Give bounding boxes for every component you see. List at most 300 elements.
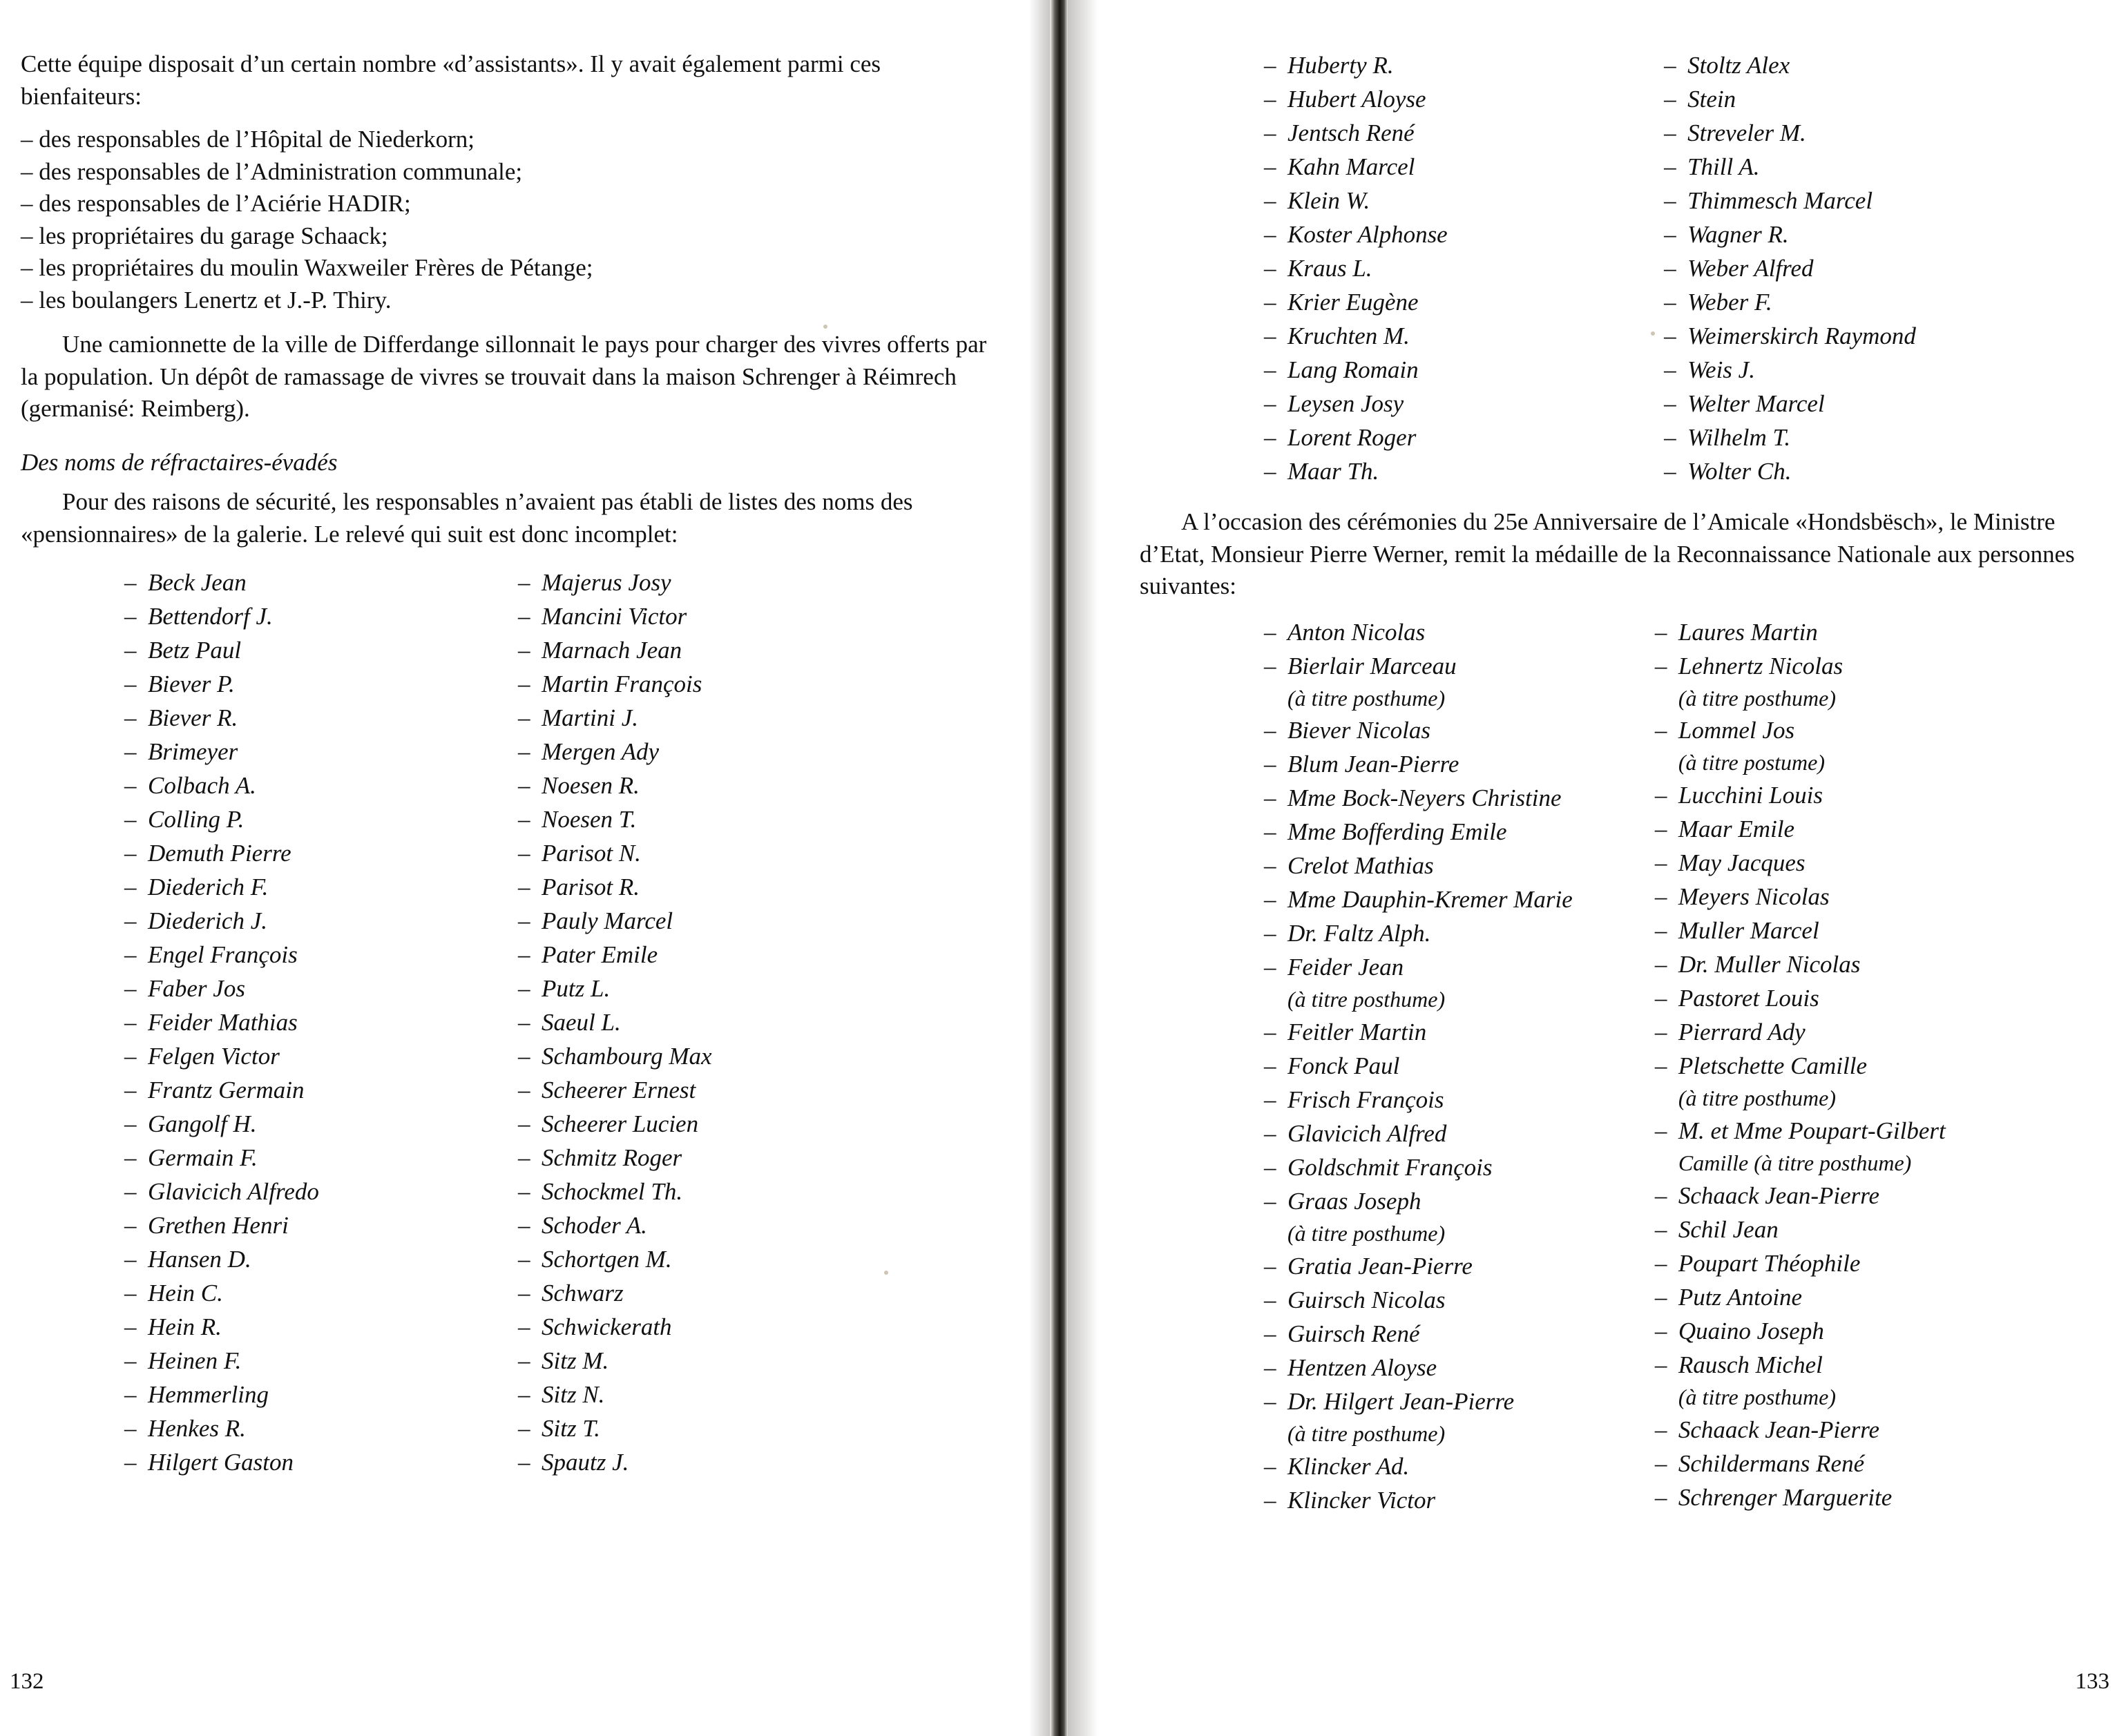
names-column-1	[21, 566, 504, 1479]
posthumous-note: (à titre posthume)	[1678, 1384, 1836, 1409]
dash-marker: –	[518, 1381, 530, 1409]
person-name: M. et Mme Poupart-Gilbert	[1678, 1117, 1946, 1145]
person-name: Schockmel Th.	[542, 1178, 683, 1206]
list-item	[1655, 1314, 2098, 1348]
medal-recipients	[1140, 615, 2098, 1517]
list-item	[518, 1242, 946, 1276]
person-name: Noesen R.	[542, 772, 640, 800]
dash-marker: –	[518, 1212, 530, 1240]
dash-marker: –	[124, 1313, 137, 1341]
dash-marker: –	[1264, 784, 1276, 812]
dash-marker: –	[1264, 818, 1276, 846]
person-name: Diederich J.	[148, 907, 267, 935]
list-item	[518, 735, 946, 769]
person-name: Pater Emile	[542, 941, 658, 969]
list-item	[124, 870, 504, 904]
person-name: Crelot Mathias	[1287, 852, 1434, 880]
dash-marker: –	[1654, 1182, 1667, 1209]
person-name: Colbach A.	[148, 772, 256, 800]
person-name: Hansen D.	[148, 1246, 251, 1273]
dash-marker: –	[1264, 458, 1276, 485]
dash-marker: –	[124, 1043, 137, 1070]
list-item	[124, 566, 504, 599]
list-item	[518, 904, 946, 938]
dash-marker: –	[124, 772, 137, 800]
person-name: Biever P.	[148, 671, 235, 698]
list-item	[1264, 950, 1613, 1015]
dash-marker: –	[518, 806, 530, 833]
list-item	[124, 1242, 504, 1276]
list-item	[1264, 285, 1622, 319]
list-item	[1264, 747, 1613, 781]
person-name: Streveler M.	[1687, 119, 1806, 146]
dash-marker: –	[124, 637, 137, 664]
person-name: Muller Marcel	[1678, 917, 1819, 945]
dash-marker: –	[1264, 1253, 1276, 1280]
list-item	[124, 1175, 504, 1208]
dash-marker: –	[1264, 920, 1276, 947]
list-item	[518, 599, 946, 633]
list-item	[1664, 421, 2098, 454]
list-item	[1664, 251, 2098, 285]
dash-marker: –	[1654, 1283, 1667, 1311]
dash-marker: –	[518, 1178, 530, 1206]
person-name: Putz L.	[542, 975, 611, 1003]
person-name: Guirsch Nicolas	[1287, 1286, 1446, 1314]
list-item	[518, 870, 946, 904]
person-name: Maar Th.	[1287, 458, 1379, 485]
person-name: Blum Jean-Pierre	[1287, 751, 1459, 778]
dash-marker: –	[1654, 985, 1667, 1012]
list-item: – des responsables de l’Hôpital de Niederkorn;	[21, 126, 475, 153]
person-name: Schmitz Roger	[542, 1144, 682, 1172]
person-name: Anton Nicolas	[1287, 618, 1426, 646]
person-name: Schoder A.	[542, 1212, 647, 1240]
list-item	[1664, 319, 2098, 353]
gutter-shade-left	[1029, 0, 1051, 1736]
list-item	[1264, 251, 1622, 285]
person-name: Huberty R.	[1287, 52, 1394, 79]
dash-marker: –	[1264, 618, 1276, 646]
list-item	[124, 1378, 504, 1411]
dash-marker: –	[518, 738, 530, 766]
list-item	[124, 836, 504, 870]
person-name: Feider Jean	[1287, 954, 1404, 981]
medal-column-1	[1140, 615, 1613, 1517]
dash-marker: –	[124, 941, 137, 969]
dash-marker: –	[1264, 852, 1276, 880]
person-name: Mme Bofferding Emile	[1287, 818, 1507, 846]
dash-marker: –	[1654, 951, 1667, 978]
list-item	[518, 1344, 946, 1378]
dash-marker: –	[1264, 390, 1276, 417]
person-name: Sitz T.	[542, 1415, 600, 1443]
truck-paragraph: Une camionnette de la ville de Differdange sillonnait le pays pour charger des vivres offerts par la population. Un dépôt de ramassage de vivres se trouvait dans la maison Schrenger à Réimrech (germanisé: Reimberg).	[21, 331, 987, 423]
list-item	[124, 972, 504, 1005]
list-item	[1655, 1280, 2098, 1314]
page-number-right: 133	[2075, 1669, 2109, 1694]
list-item	[518, 802, 946, 836]
dash-marker: –	[1664, 356, 1676, 383]
person-name: Hilgert Gaston	[148, 1449, 294, 1476]
list-item	[1264, 116, 1622, 150]
person-name: Glavicich Alfredo	[148, 1178, 319, 1206]
dash-marker: –	[1264, 52, 1276, 79]
list-item	[1264, 916, 1613, 950]
person-name: Graas Joseph	[1287, 1188, 1421, 1215]
dash-marker: –	[1264, 1388, 1276, 1416]
person-name: Jentsch René	[1287, 119, 1415, 146]
person-name: Glavicich Alfred	[1287, 1120, 1447, 1148]
person-name: Lommel Jos	[1678, 717, 1795, 744]
person-name: Maar Emile	[1678, 816, 1795, 843]
dash-marker: –	[124, 1077, 137, 1104]
list-item	[1655, 1049, 2098, 1114]
list-item	[124, 1141, 504, 1175]
dash-marker: –	[1264, 717, 1276, 744]
list-item	[518, 836, 946, 870]
list-item	[1264, 82, 1622, 116]
person-name: Biever R.	[148, 704, 238, 732]
list-item	[1264, 1150, 1613, 1184]
list-item	[124, 1445, 504, 1479]
dash-marker: –	[1264, 1120, 1276, 1148]
person-name: Rausch Michel	[1678, 1351, 1823, 1378]
person-name: Engel François	[148, 941, 298, 969]
list-item	[1655, 1213, 2098, 1246]
list-item	[1264, 1385, 1613, 1449]
list-item	[1264, 1184, 1613, 1249]
person-name: Hubert Aloyse	[1287, 86, 1426, 113]
dash-marker: –	[124, 671, 137, 698]
person-name: Beck Jean	[148, 569, 247, 597]
gutter-shade-right	[1068, 0, 1098, 1736]
person-name: Bierlair Marceau	[1287, 652, 1457, 679]
benefactors-list	[21, 124, 988, 316]
list-item	[1655, 1348, 2098, 1413]
list-item	[1655, 1246, 2098, 1280]
list-item	[1655, 812, 2098, 846]
list-item	[124, 1073, 504, 1107]
dash-marker: –	[124, 1381, 137, 1409]
list-item	[124, 599, 504, 633]
list-item	[1664, 353, 2098, 387]
dash-marker: –	[124, 603, 137, 630]
dash-marker: –	[1654, 816, 1667, 843]
dash-marker: –	[1264, 289, 1276, 316]
list-item	[518, 1005, 946, 1039]
dash-marker: –	[1654, 883, 1667, 911]
list-item	[1264, 849, 1613, 883]
person-name: Lehnertz Nicolas	[1678, 652, 1844, 679]
list-item	[1264, 1049, 1613, 1083]
list-item	[1264, 1283, 1613, 1317]
security-paragraph: Pour des raisons de sécurité, les responsables n’avaient pas établi de listes des noms des «pensionnaires» de la galerie. Le relevé qui suit est donc incomplet:	[21, 488, 913, 548]
list-item	[518, 1276, 946, 1310]
person-name: Schil Jean	[1678, 1215, 1779, 1243]
person-name: Gangolf H.	[148, 1110, 257, 1138]
list-item	[124, 1411, 504, 1445]
dash-marker: –	[1264, 1320, 1276, 1348]
posthumous-note: (à titre posthume)	[1287, 1221, 1446, 1246]
person-name: Brimeyer	[148, 738, 238, 766]
dash-marker: –	[518, 1077, 530, 1104]
list-item	[1655, 615, 2098, 649]
person-name: Dr. Hilgert Jean-Pierre	[1287, 1388, 1515, 1416]
list-item	[518, 1310, 946, 1344]
refractaires-names-continued	[1140, 48, 2098, 488]
list-item	[1264, 1015, 1613, 1049]
list-item	[1264, 454, 1622, 488]
person-name: Frisch François	[1287, 1086, 1444, 1114]
posthumous-note: (à titre posthume)	[1287, 987, 1446, 1012]
person-name: Weber Alfred	[1687, 255, 1814, 282]
dash-marker: –	[124, 1144, 137, 1172]
person-name: Marnach Jean	[542, 637, 682, 664]
person-name: Schrenger Marguerite	[1678, 1483, 1893, 1511]
dash-marker: –	[124, 1212, 137, 1240]
list-item	[124, 1344, 504, 1378]
person-name: Grethen Henri	[148, 1212, 289, 1240]
list-item	[1655, 1447, 2098, 1481]
list-item	[1655, 649, 2098, 714]
list-item	[124, 769, 504, 802]
list-item	[518, 701, 946, 735]
dash-marker: –	[1654, 782, 1667, 809]
dash-marker: –	[518, 1347, 530, 1375]
names-column-3	[1140, 48, 1622, 488]
dash-marker: –	[1654, 1317, 1667, 1344]
list-item	[1664, 116, 2098, 150]
dash-marker: –	[1664, 153, 1676, 180]
list-item	[518, 1073, 946, 1107]
list-item: – des responsables de l’Administration communale;	[21, 157, 523, 185]
intro-paragraph: Cette équipe disposait d’un certain nombre «d’assistants». Il y avait également parmi ces bienfaiteurs:	[21, 50, 881, 110]
dash-marker: –	[1264, 356, 1276, 383]
dash-marker: –	[1264, 1052, 1276, 1080]
list-item	[518, 1039, 946, 1073]
dash-marker: –	[518, 941, 530, 969]
person-name: Felgen Victor	[148, 1043, 280, 1070]
dash-marker: –	[518, 907, 530, 935]
dash-marker: –	[1664, 119, 1676, 146]
person-name: Heinen F.	[148, 1347, 242, 1375]
person-name: Schortgen M.	[542, 1246, 672, 1273]
person-name: Thill A.	[1687, 153, 1760, 180]
list-item	[518, 938, 946, 972]
person-name: Weis J.	[1687, 356, 1755, 383]
person-name: Klincker Victor	[1287, 1486, 1436, 1514]
dash-marker: –	[1654, 917, 1667, 945]
dash-marker: –	[124, 569, 137, 597]
person-name: Weimerskirch Raymond	[1687, 322, 1916, 349]
list-item	[1655, 947, 2098, 981]
right-page	[1098, 0, 2126, 1736]
dash-marker: –	[518, 1280, 530, 1307]
person-name: Pauly Marcel	[542, 907, 673, 935]
list-item	[1264, 421, 1622, 454]
posthumous-note: (à titre postume)	[1678, 750, 1825, 775]
person-name: Parisot R.	[542, 874, 640, 901]
dash-marker: –	[124, 1110, 137, 1138]
dash-marker: –	[124, 1009, 137, 1036]
dash-marker: –	[518, 1009, 530, 1036]
gutter-spine	[1050, 0, 1068, 1736]
dash-marker: –	[518, 1415, 530, 1443]
list-item	[1655, 1179, 2098, 1213]
dash-marker: –	[124, 738, 137, 766]
list-item	[1264, 649, 1613, 714]
list-item	[1664, 454, 2098, 488]
person-name: Frantz Germain	[148, 1077, 305, 1104]
list-item	[124, 904, 504, 938]
list-item	[1264, 1117, 1613, 1150]
names-column-2	[504, 566, 946, 1479]
list-item	[1664, 82, 2098, 116]
list-item	[1664, 150, 2098, 184]
medal-column-2	[1613, 615, 2098, 1517]
person-name: Lucchini Louis	[1678, 782, 1823, 809]
person-name: Martini J.	[542, 704, 638, 732]
list-item	[1264, 150, 1622, 184]
dash-marker: –	[1654, 1416, 1667, 1443]
person-name: Wolter Ch.	[1687, 458, 1792, 485]
dash-marker: –	[1654, 1117, 1667, 1145]
dash-marker: –	[1654, 1019, 1667, 1046]
list-item	[518, 769, 946, 802]
dash-marker: –	[518, 637, 530, 664]
list-item	[1264, 218, 1622, 251]
person-name: Kraus L.	[1287, 255, 1372, 282]
person-name: Hemmerling	[148, 1381, 269, 1409]
dash-marker: –	[518, 1110, 530, 1138]
list-item	[518, 633, 946, 667]
person-name: Hein C.	[148, 1280, 223, 1307]
list-item	[1655, 1413, 2098, 1447]
list-item	[1264, 387, 1622, 421]
dash-marker: –	[518, 1313, 530, 1341]
person-name: Mergen Ady	[542, 738, 660, 766]
person-name: Mme Bock-Neyers Christine	[1287, 784, 1562, 812]
person-name: Poupart Théophile	[1678, 1249, 1861, 1277]
dash-marker: –	[518, 603, 530, 630]
person-name: Laures Martin	[1678, 618, 1818, 646]
dash-marker: –	[1664, 187, 1676, 214]
person-name: Henkes R.	[148, 1415, 246, 1443]
list-item	[1264, 48, 1622, 82]
dash-marker: –	[1654, 1449, 1667, 1477]
dash-marker: –	[1664, 86, 1676, 113]
dash-marker: –	[124, 806, 137, 833]
person-name: Guirsch René	[1287, 1320, 1420, 1348]
dash-marker: –	[1654, 1351, 1667, 1378]
list-item	[1264, 615, 1613, 649]
list-item	[124, 667, 504, 701]
person-name: Goldschmit François	[1287, 1154, 1493, 1182]
list-item	[1264, 319, 1622, 353]
list-item	[1655, 713, 2098, 778]
list-item	[1655, 1114, 2098, 1179]
list-item	[1655, 1015, 2098, 1049]
person-name: Koster Alphonse	[1287, 221, 1448, 248]
person-name: Gratia Jean-Pierre	[1287, 1253, 1473, 1280]
paper-speck	[884, 1271, 888, 1275]
list-item	[1264, 1249, 1613, 1283]
person-name: Dr. Muller Nicolas	[1678, 951, 1861, 978]
person-name: Sitz N.	[542, 1381, 605, 1409]
person-name: Wilhelm T.	[1687, 424, 1791, 451]
person-name: Leysen Josy	[1287, 390, 1404, 417]
list-item	[1655, 778, 2098, 812]
list-item	[1655, 981, 2098, 1015]
dash-marker: –	[518, 671, 530, 698]
person-name: Saeul L.	[542, 1009, 621, 1036]
list-item	[1664, 218, 2098, 251]
person-name: Spautz J.	[542, 1449, 629, 1476]
person-name: Sitz M.	[542, 1347, 609, 1375]
list-item	[124, 701, 504, 735]
person-name: Scheerer Lucien	[542, 1110, 699, 1138]
dash-marker: –	[124, 1178, 137, 1206]
dash-marker: –	[518, 704, 530, 732]
person-name: Lang Romain	[1287, 356, 1419, 383]
list-item	[518, 566, 946, 599]
list-item	[124, 735, 504, 769]
person-name: Klein W.	[1287, 187, 1370, 214]
person-name: Scheerer Ernest	[542, 1077, 696, 1104]
dash-marker: –	[518, 1246, 530, 1273]
list-item	[1264, 1083, 1613, 1117]
person-name: Wagner R.	[1687, 221, 1789, 248]
list-item: – des responsables de l’Aciérie HADIR;	[21, 190, 411, 218]
dash-marker: –	[1264, 1452, 1276, 1480]
dash-marker: –	[124, 975, 137, 1003]
list-item	[518, 1378, 946, 1411]
dash-marker: –	[1264, 255, 1276, 282]
dash-marker: –	[1264, 652, 1276, 679]
person-name: Schwarz	[542, 1280, 624, 1307]
list-item	[518, 972, 946, 1005]
dash-marker: –	[1264, 954, 1276, 981]
list-item	[1264, 1317, 1613, 1351]
dash-marker: –	[1654, 1483, 1667, 1511]
person-name: Schaack Jean-Pierre	[1678, 1182, 1880, 1209]
list-item	[518, 1107, 946, 1141]
list-item	[1264, 184, 1622, 218]
dash-marker: –	[1664, 458, 1676, 485]
person-name: Betz Paul	[148, 637, 242, 664]
list-item	[518, 1445, 946, 1479]
paper-speck	[1651, 331, 1655, 336]
dash-marker: –	[1264, 1286, 1276, 1314]
person-name: Fonck Paul	[1287, 1052, 1400, 1080]
dash-marker: –	[1654, 652, 1667, 679]
person-name: Weber F.	[1687, 289, 1772, 316]
person-name: Thimmesch Marcel	[1687, 187, 1873, 214]
list-item	[518, 667, 946, 701]
dash-marker: –	[1654, 1249, 1667, 1277]
dash-marker: –	[124, 1415, 137, 1443]
list-item	[124, 1310, 504, 1344]
list-item	[1664, 387, 2098, 421]
person-name: Pastoret Louis	[1678, 985, 1819, 1012]
dash-marker: –	[518, 772, 530, 800]
dash-marker: –	[1664, 390, 1676, 417]
dash-marker: –	[518, 1144, 530, 1172]
dash-marker: –	[1654, 1215, 1667, 1243]
dash-marker: –	[124, 840, 137, 867]
list-item	[124, 1107, 504, 1141]
